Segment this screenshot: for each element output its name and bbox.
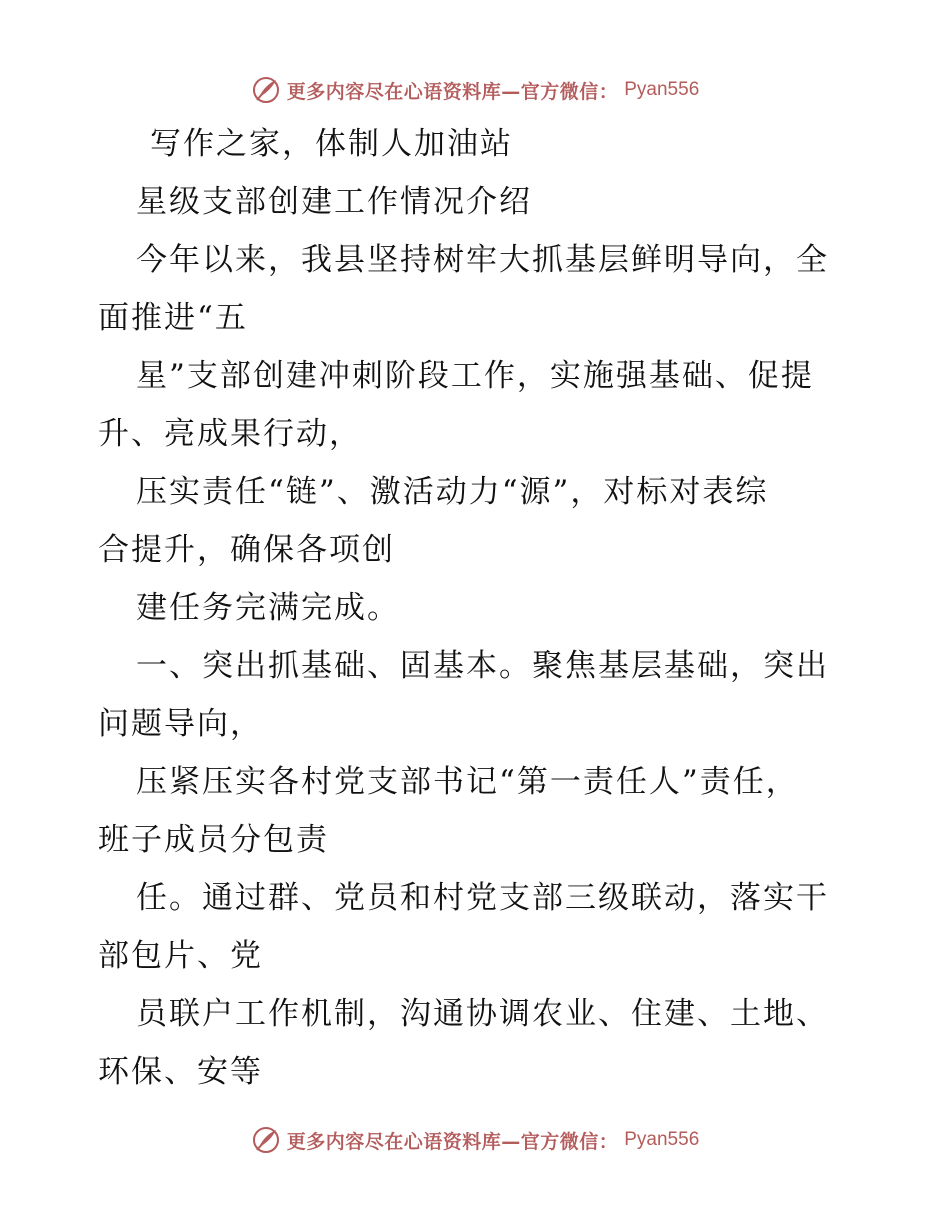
- document-body: [98, 115, 858, 1101]
- document-line: 写作之家，体制人加油站: [150, 126, 513, 162]
- document-line: 今年以来，我县坚持树牢大抓基层鲜明导向，全: [136, 242, 829, 278]
- document-line: 部包片、党: [98, 938, 263, 974]
- footer-banner-handle: Pyan556: [624, 1129, 700, 1150]
- header-banner-handle: Pyan556: [624, 79, 700, 100]
- feather-quill-logo-icon: [251, 75, 281, 105]
- footer-banner: [0, 1120, 950, 1160]
- document-line: 压实责任“链”、激活动力“源”，对标对表综: [136, 474, 769, 510]
- document-line: 班子成员分包责: [98, 822, 329, 858]
- document-line: 员联户工作机制，沟通协调农业、住建、土地、: [136, 996, 829, 1032]
- document-line: 压紧压实各村党支部书记“第一责任人”责任，: [136, 764, 799, 800]
- document-line: 合提升，确保各项创: [98, 532, 395, 568]
- document-line: 任。通过群、党员和村党支部三级联动，落实干: [136, 880, 829, 916]
- document-line: 星”支部创建冲刺阶段工作，实施强基础、促提: [136, 358, 814, 394]
- header-banner-text: 更多内容尽在心语资料库—官方微信：: [286, 80, 619, 103]
- feather-quill-logo-icon: [251, 1125, 281, 1155]
- footer-banner-text: 更多内容尽在心语资料库—官方微信：: [286, 1130, 619, 1153]
- document-line: 面推进“五: [98, 300, 248, 336]
- header-banner: [0, 70, 950, 110]
- document-line: 问题导向，: [98, 706, 263, 742]
- document-title: 星级支部创建工作情况介绍: [136, 184, 532, 220]
- document-line: 升、亮成果行动，: [98, 416, 362, 452]
- document-line: 建任务完满完成。: [136, 590, 400, 626]
- document-line: 环保、安等: [98, 1054, 263, 1090]
- document-line: 一、突出抓基础、固基本。聚焦基层基础，突出: [136, 648, 829, 684]
